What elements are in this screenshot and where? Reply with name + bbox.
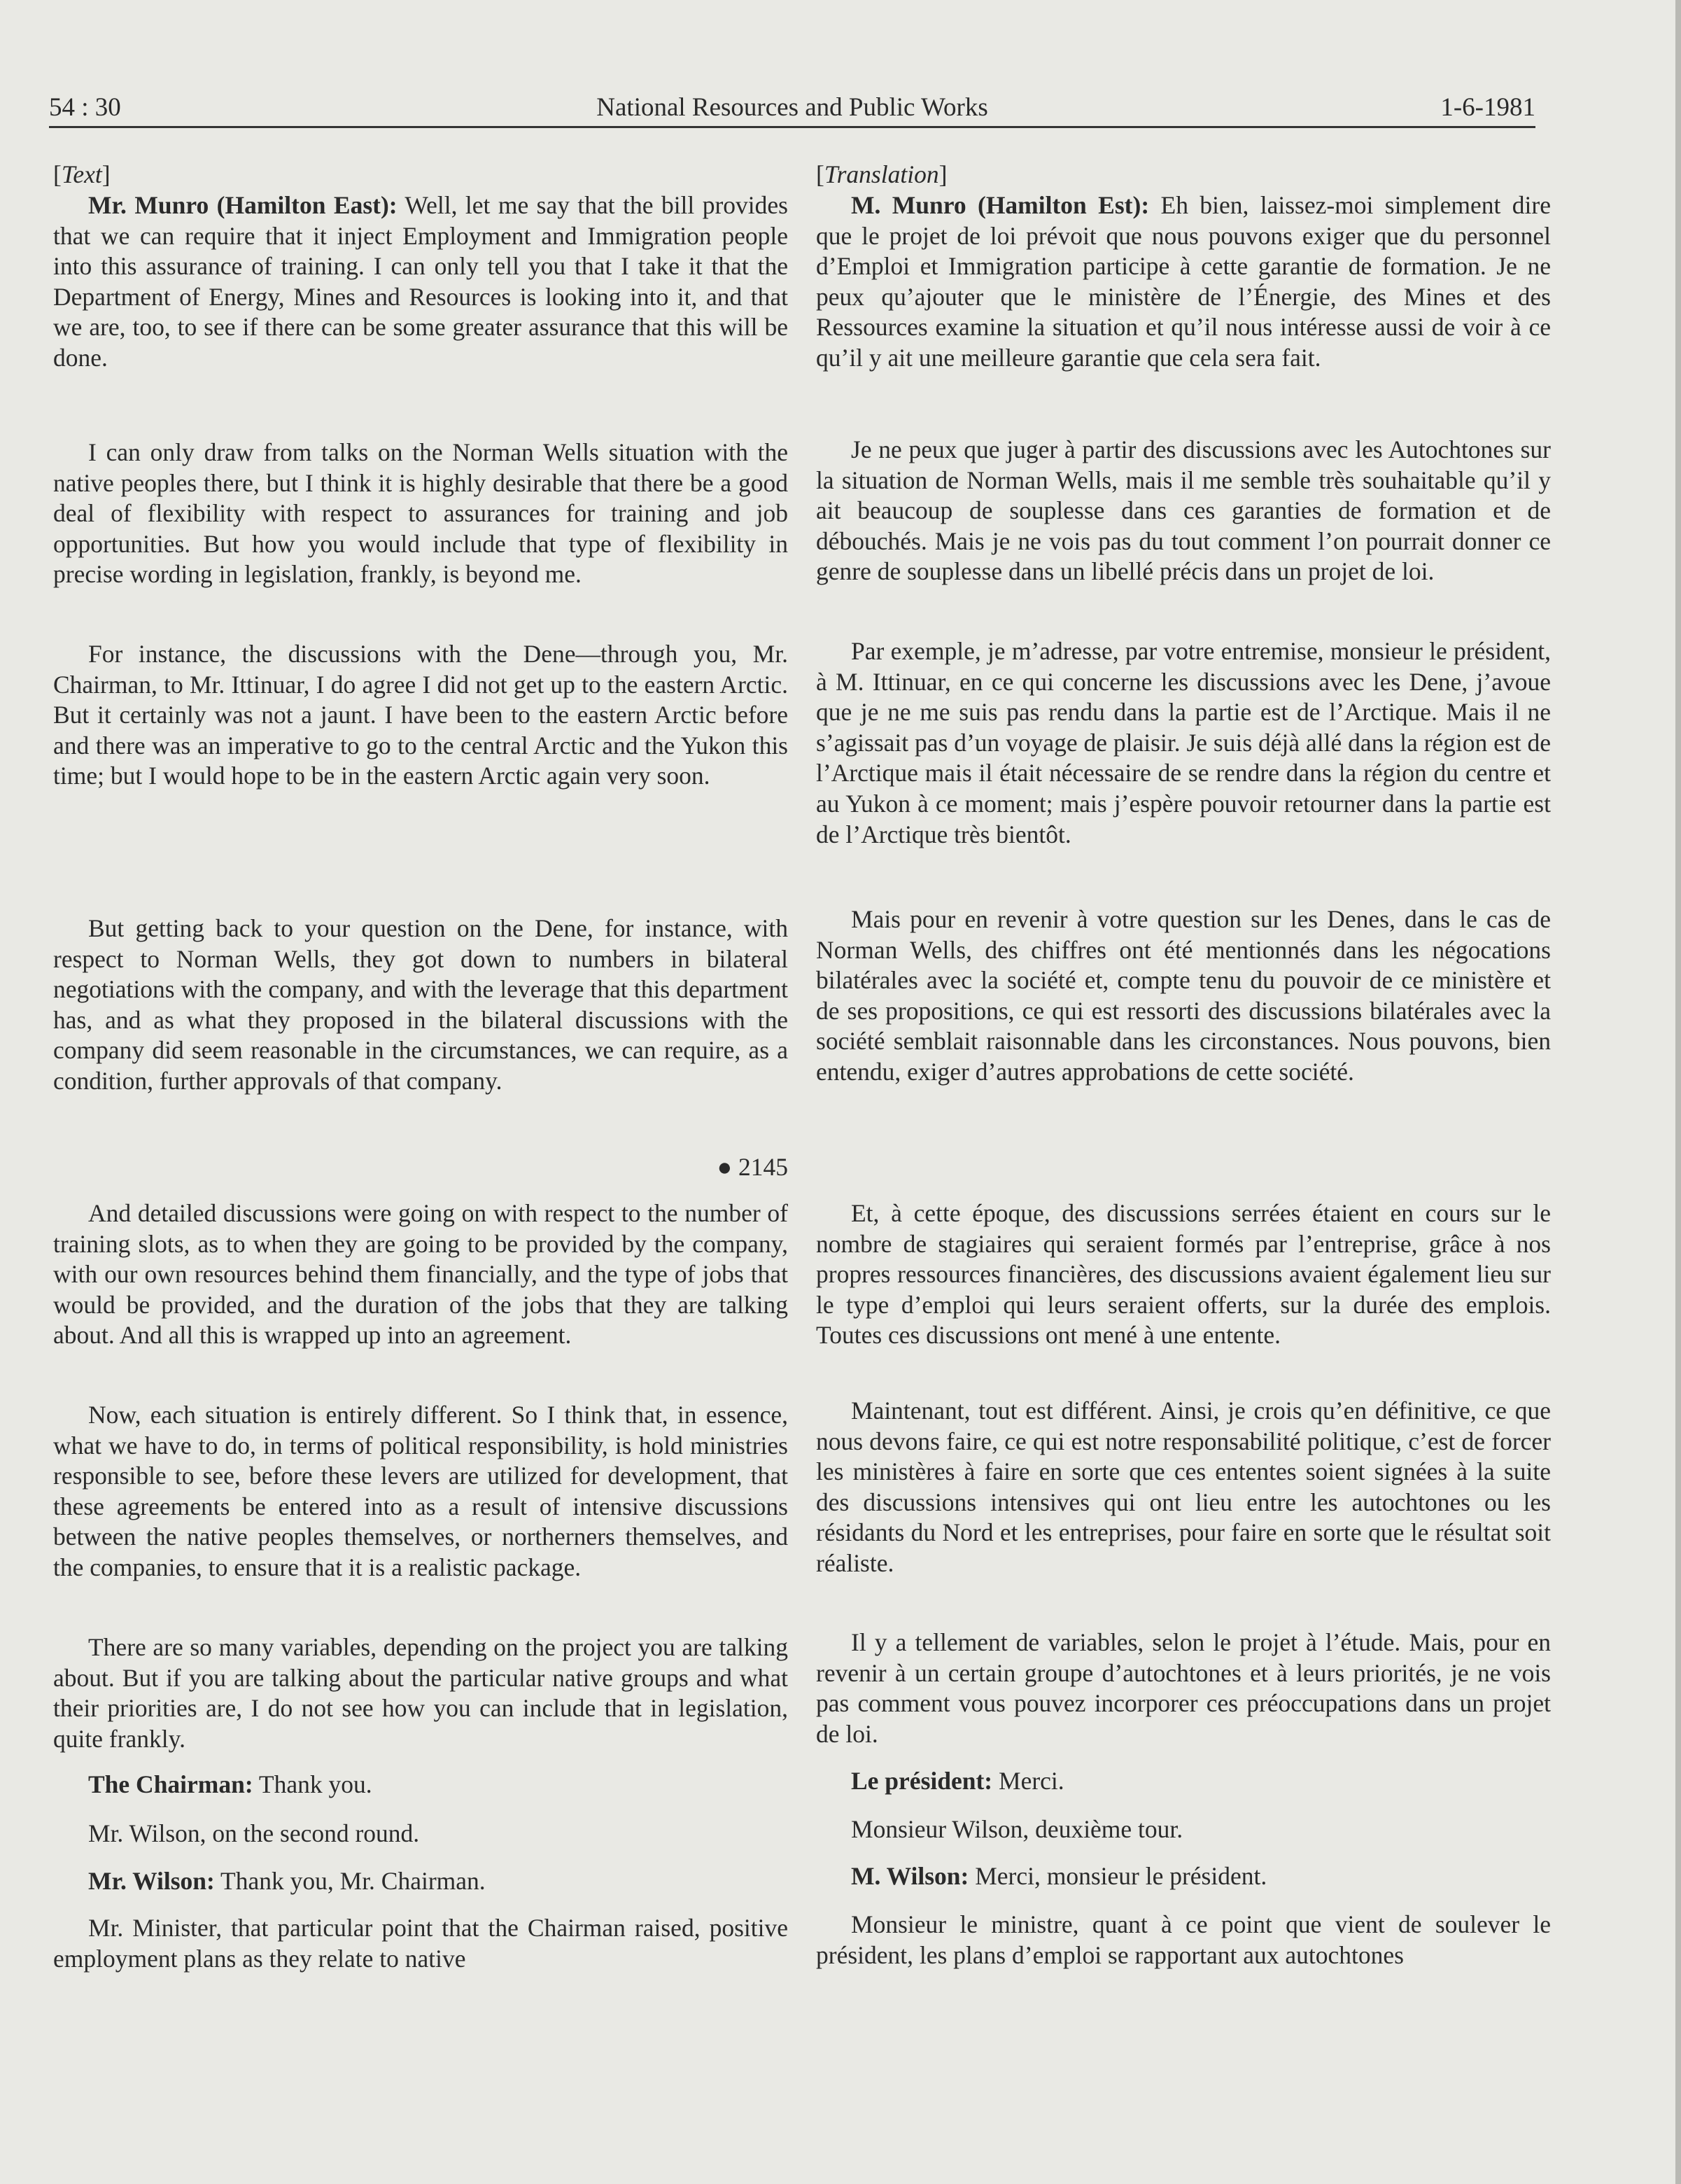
- paragraph-11: Mr. Minister, that particular point that the Chairman raised, positive employment plans as they relate to native: [53, 1914, 788, 1973]
- speech-text: Thank you.: [253, 1770, 372, 1798]
- paragraph-7-fr: Il y a tellement de variables, selon le projet à l’étude. Mais, pour en revenir à un certain groupe d’autochtones et à leurs priorités, je ne vois pas comment vous pouvez incorporer ces préoccupations dans un projet de loi.: [816, 1628, 1551, 1748]
- page-header: [49, 90, 1535, 128]
- tag-bracket-close: ]: [938, 160, 948, 188]
- paragraph-5: And detailed discussions were going on with respect to the number of training slots, as to when they are going to be provided by the company, with our own resources behind them financially, and the type of jobs that would be provided, and the duration of the jobs that they are talking about. And all this is wrapped up into an agreement.: [53, 1199, 788, 1350]
- paragraph-wilson-fr: [816, 1861, 1551, 1892]
- speaker-name: Mr. Munro (Hamilton East):: [88, 191, 398, 219]
- text-tag-label: Text: [61, 160, 102, 188]
- paragraph-7: There are so many variables, depending on the project you are talking about. But if you are talking about the particular native groups and what their priorities are, I do not see how you can include that in legislation, quite frankly.: [53, 1633, 788, 1753]
- speaker-name: M. Munro (Hamilton Est):: [851, 191, 1150, 219]
- page-date: 1-6-1981: [1440, 93, 1535, 122]
- speaker-name: M. Wilson:: [851, 1862, 969, 1890]
- paragraph-5-fr: Et, à cette époque, des discussions serrées étaient en cours sur le nombre de stagiaires qui seraient formés par l’entreprise, grâce à nos propres ressources financières, des discussions avaient également lieu sur le type d’emploi qui leurs seraient offerts, sur la durée des emplois. Toutes ces discussions ont mené à une entente.: [816, 1199, 1551, 1350]
- paragraph-chairman: [53, 1770, 788, 1800]
- tag-bracket-open: [: [816, 160, 824, 188]
- paragraph-6: Now, each situation is entirely different. So I think that, in essence, what we have to do, in terms of political responsibility, is hold ministries responsible to see, before these levers are utilized for development, that these agreements be entered into as a result of intensive discussions between the native peoples themselves, or northerners themselves, and the companies, to ensure that it is a realistic package.: [53, 1401, 788, 1581]
- tag-bracket-open: [: [53, 160, 62, 188]
- paragraph-2: I can only draw from talks on the Norman Wells situation with the native peoples there, but I think it is highly desirable that there be a good deal of flexibility with respect to assurances for training and job opportunities. But how you would include that type of flexibility in precise wording in legislation, frankly, is beyond me.: [53, 438, 788, 589]
- page-number: 54 : 30: [49, 93, 121, 122]
- speaker-name: Mr. Wilson:: [88, 1867, 215, 1895]
- tag-bracket-close: ]: [101, 160, 111, 188]
- page-edge: [1675, 0, 1681, 2184]
- paragraph-4-fr: Mais pour en revenir à votre question sur les Denes, dans le cas de Norman Wells, des chiffres ont été mentionnés dans les négocations bilatérales avec la société et, compte tenu du pouvoir de ce ministère et de ses propositions, ce qui est ressorti des discussions bilatérales avec la société semblait raisonnable dans les circonstances. Nous pouvons, bien entendu, exiger d’autres approbations de cette société.: [816, 905, 1551, 1086]
- time-marker: ● 2145: [717, 1153, 788, 1181]
- speech-text: Eh bien, laissez-moi simplement dire que le projet de loi prévoit que nous pouvons exiger que du personnel d’Emploi et Immigration participe à cette garantie de formation. Je ne peux qu’ajouter que le ministère de l’Énergie, des Mines et des Ressources examine la situation et qu’il nous intéresse aussi de voir à ce qu’il y ait une meilleure garantie que cela sera fait.: [816, 191, 1551, 372]
- speech-text: Merci, monsieur le président.: [969, 1862, 1267, 1890]
- paragraph-6-fr: Maintenant, tout est différent. Ainsi, je crois qu’en définitive, ce que nous devons faire, ce qui est notre responsabilité politique, c’est de forcer les ministères à faire en sorte que ces ententes soient signées à la suite des discussions intensives qui ont lieu entre les autochtones ou les résidants du Nord et les entreprises, pour faire en sorte que le résultat soit réaliste.: [816, 1396, 1551, 1577]
- translation-tag-label: Translation: [824, 160, 939, 188]
- speech-text: Well, let me say that the bill provides that we can require that it inject Employment and Immigration people into this assurance of training. I can only tell you that I take it that the Department of Energy, Mines and Resources is looking into it, and that we are, too, to see if there can be some greater assurance that this will be done.: [53, 191, 788, 372]
- paragraph-3-fr: Par exemple, je m’adresse, par votre entremise, monsieur le président, à M. Ittinuar, en ce qui concerne les discussions avec les Dene, j’avoue que je ne me suis pas rendu dans la partie est de l’Arctique. Mais il ne s’agissait pas d’un voyage de plaisir. Je suis déjà allé dans la région est de l’Arctique mais il était nécessaire de se rendre dans la région du centre et au Yukon à ce moment; mais j’espère pouvoir retourner dans la partie est de l’Arctique très bientôt.: [816, 637, 1551, 848]
- paragraph-2-fr: Je ne peux que juger à partir des discussions avec les Autochtones sur la situation de Norman Wells, mais il me semble très souhaitable qu’il y ait beaucoup de souplesse dans ces garanties de formation et de débouchés. Mais je ne vois pas du tout comment l’on pourrait donner ce genre de souplesse dans un libellé précis dans un projet de loi.: [816, 435, 1551, 586]
- paragraph-4: But getting back to your question on the Dene, for instance, with respect to Norman Wells, they got down to numbers in bilateral negotiations with the company, and with the leverage that this department has, and as what they proposed in the bilateral discussions with the company did seem reasonable in the circumstances, we can require, as a condition, further approvals of that company.: [53, 914, 788, 1095]
- speech-text: Merci.: [992, 1767, 1064, 1795]
- speaker-name: The Chairman:: [88, 1770, 253, 1798]
- paragraph-munro-1-fr: [816, 190, 1551, 374]
- translation-tag: [816, 160, 1551, 190]
- paragraph-munro-1: [53, 190, 788, 374]
- speech-text: Thank you, Mr. Chairman.: [214, 1867, 486, 1895]
- publication-title: National Resources and Public Works: [596, 93, 988, 122]
- paragraph-wilson: [53, 1866, 788, 1897]
- paragraph-3: For instance, the discussions with the Dene—through you, Mr. Chairman, to Mr. Ittinuar, I do agree I did not get up to the eastern Arctic. But it certainly was not a jaunt. I have been to the eastern Arctic before and there was an imperative to go to the central Arctic and the Yukon this time; but I would hope to be in the eastern Arctic again very soon.: [53, 640, 788, 790]
- paragraph-president-fr: [816, 1766, 1551, 1797]
- text-tag: [53, 160, 788, 190]
- paragraph-11-fr: Monsieur le ministre, quant à ce point que vient de soulever le président, les plans d’emploi se rapportant aux autochtones: [816, 1910, 1551, 1969]
- paragraph-9: Mr. Wilson, on the second round.: [88, 1819, 420, 1847]
- speaker-name: Le président:: [851, 1767, 993, 1795]
- paragraph-9-fr: Monsieur Wilson, deuxième tour.: [851, 1815, 1183, 1843]
